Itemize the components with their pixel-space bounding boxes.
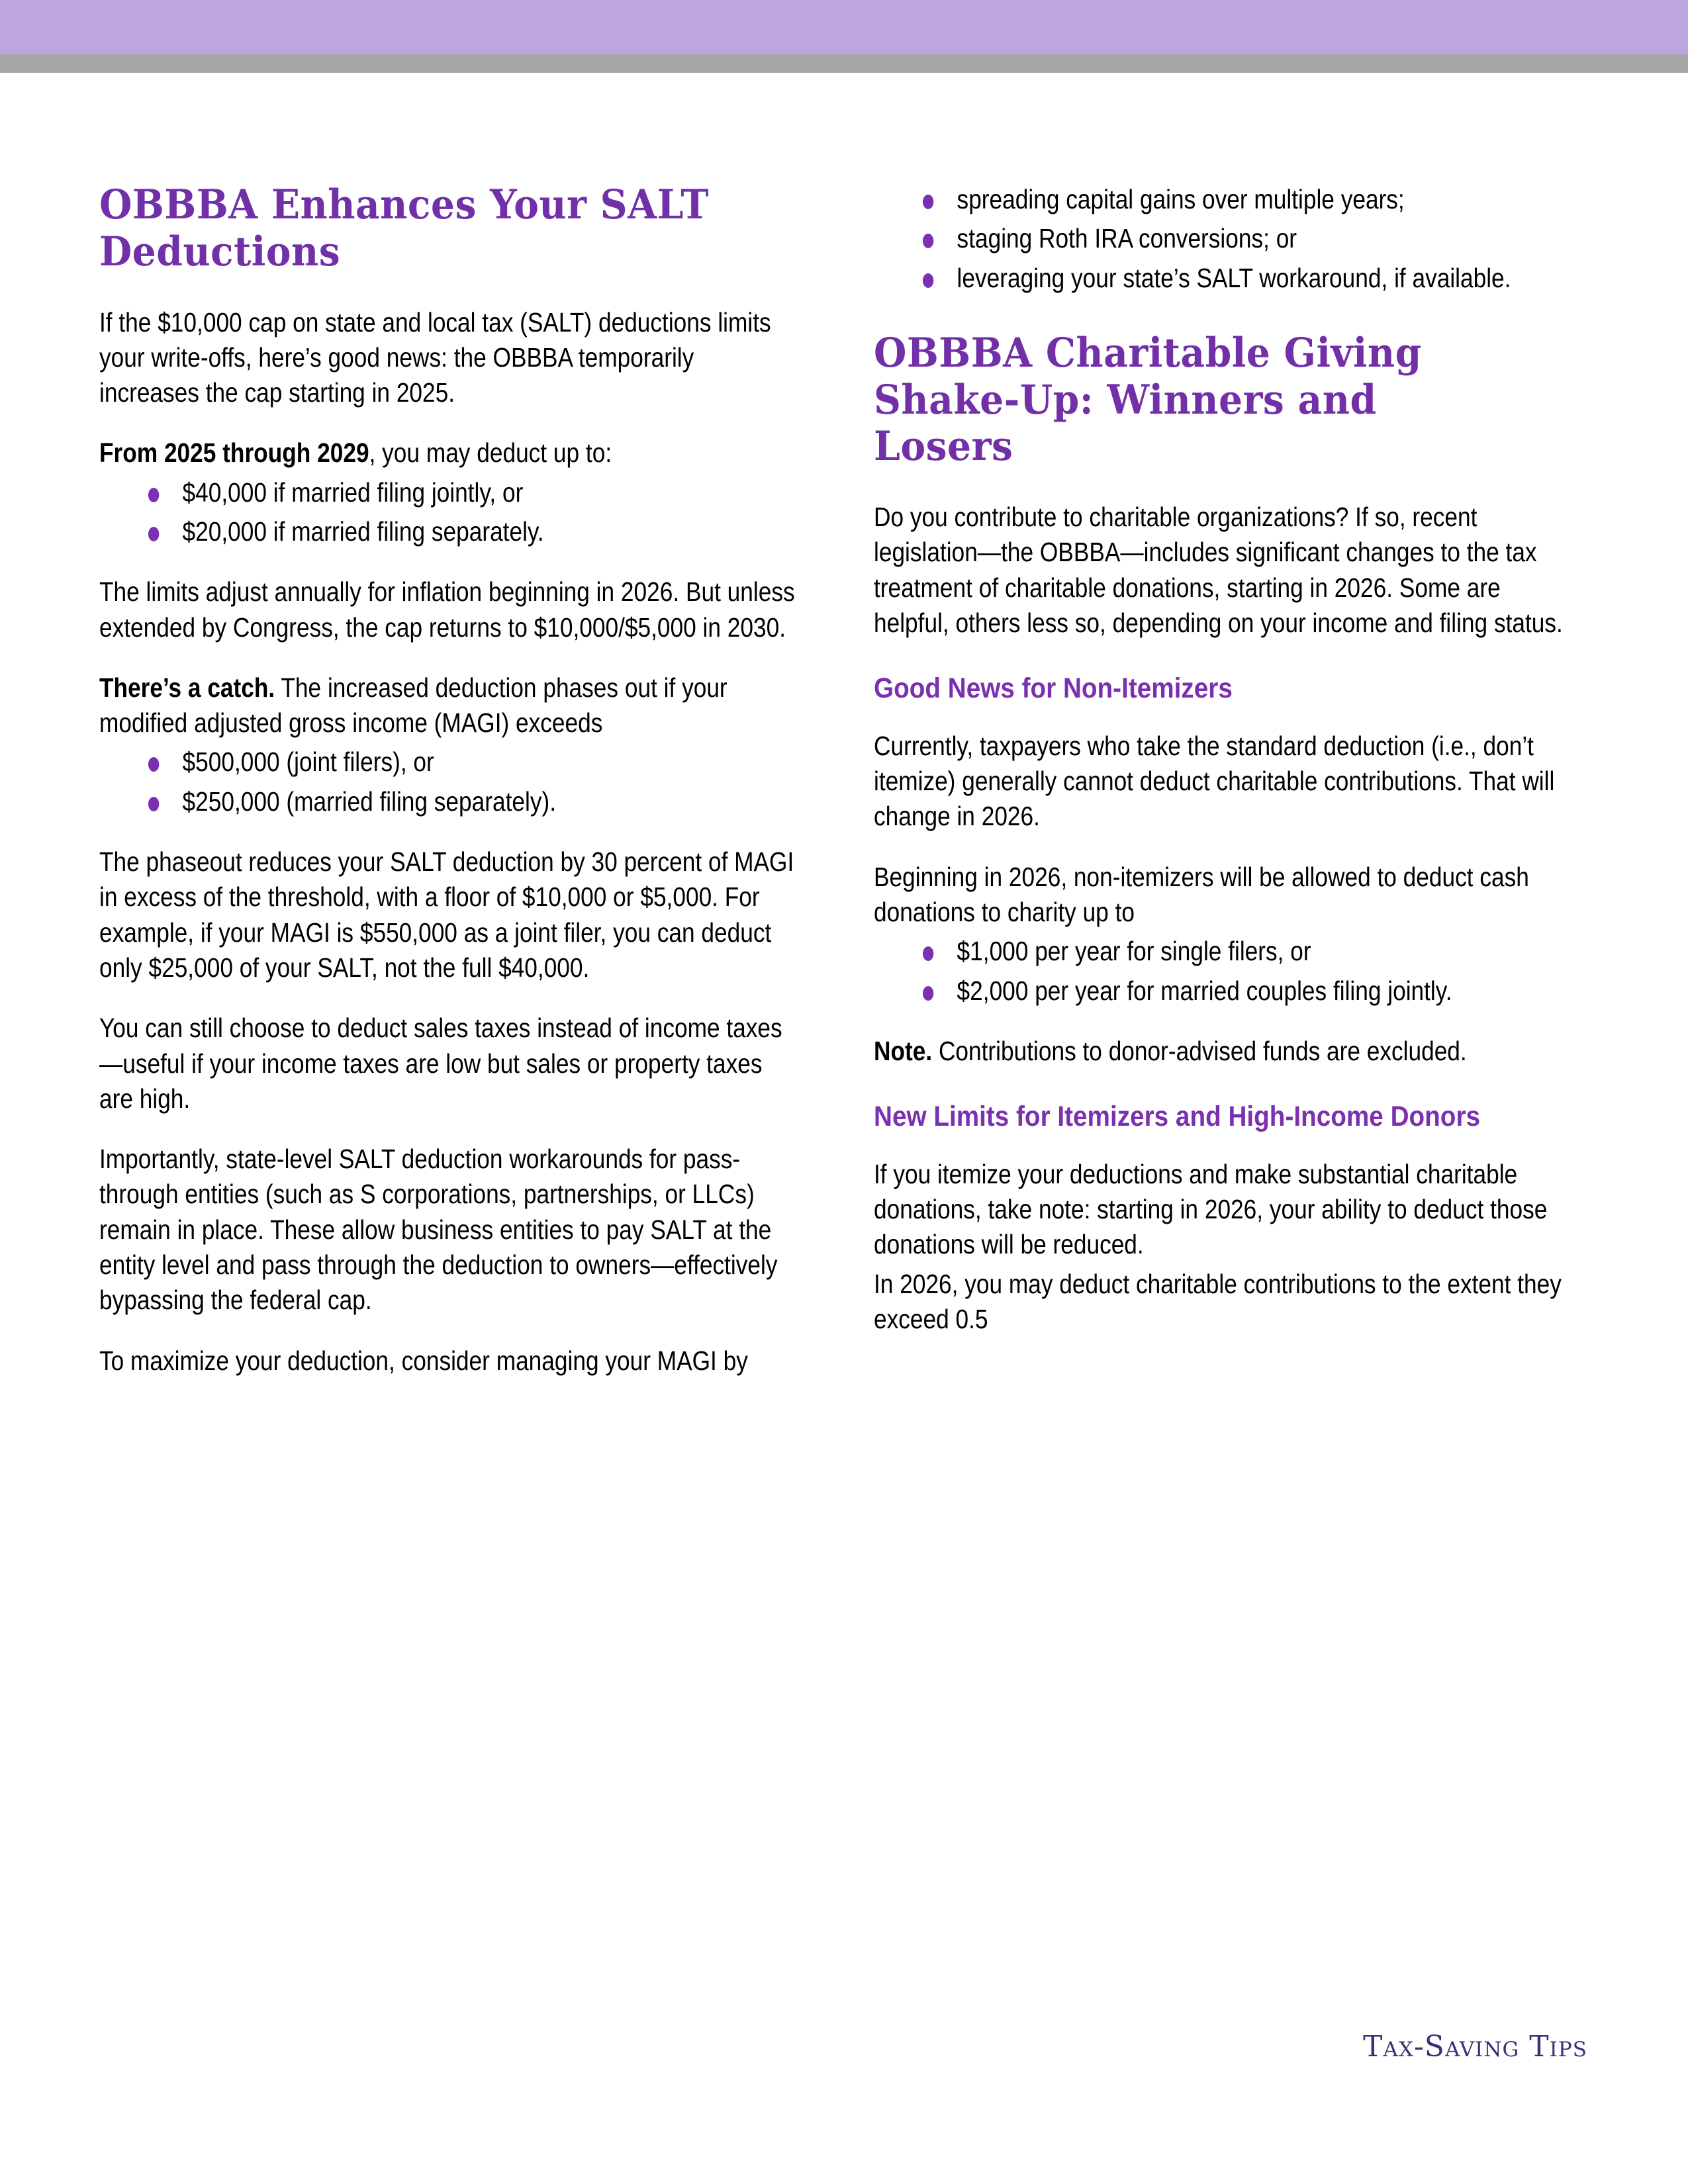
left-column	[99, 182, 801, 1404]
bullet-list-salt-amounts	[99, 475, 846, 550]
purple-band	[0, 0, 1688, 54]
list-item	[921, 182, 1620, 217]
paragraph-passthrough-workarounds: Importantly, state-level SALT deduction workarounds for pass-through entities (such as S corporations, partnerships, or LLCs) remain in place. These allow business entities to pay SALT at the entity level and pass through the deduction to owners—effectively bypassing the federal cap.	[99, 1144, 778, 1316]
decorative-header-bands	[0, 0, 1688, 73]
paragraph-inflation-adjustment: The limits adjust annually for inflation beginning in 2026. But unless extended by Congress, the cap returns to $10,000/$5,000 in 2030.	[99, 576, 795, 643]
list-item-label: $1,000 per year for single filers, or	[957, 936, 1311, 967]
bullet-list-magi-strategies	[874, 182, 1620, 296]
paragraph-charitable-intro: Do you contribute to charitable organizations? If so, recent legislation—the OBBBA—includes significant changes to the tax treatment of charitable donations, starting in 2026. Some are helpful, others less so, depending on your income and filing status.	[874, 502, 1563, 639]
paragraph-standard-deduction: Currently, taxpayers who take the standard deduction (i.e., don’t itemize) generally cannot deduct charitable contributions. That will change in 2026.	[874, 730, 1555, 832]
list-item-label: $2,000 per year for married couples filing jointly.	[957, 975, 1452, 1006]
list-item	[146, 784, 846, 819]
list-item	[921, 974, 1620, 1009]
bullet-dot-icon	[923, 234, 933, 248]
gray-band	[0, 54, 1688, 73]
paragraph-salt-range	[99, 435, 799, 471]
paragraph-catch-rest: The increased deduction phases out if your modified adjusted gross income (MAGI) exceeds	[99, 672, 727, 739]
list-item-label: $20,000 if married filing separately.	[182, 516, 544, 547]
article-title-charitable-giving: OBBBA Charitable Giving Shake-Up: Winners and Losers	[874, 329, 1422, 471]
list-item	[146, 475, 846, 510]
bullet-dot-icon	[923, 946, 933, 961]
bullet-dot-icon	[148, 797, 159, 811]
subheading-good-news-non-itemizers: Good News for Non-Itemizers	[874, 672, 1233, 705]
bullet-dot-icon	[148, 527, 159, 541]
paragraph-donor-advised-note	[874, 1034, 1573, 1069]
two-column-layout	[99, 182, 1589, 1404]
list-item-label: spreading capital gains over multiple years;	[957, 184, 1405, 214]
bullet-dot-icon	[148, 488, 159, 502]
page-content	[0, 73, 1688, 2184]
paragraph-donor-advised-note-rest: Contributions to donor-advised funds are excluded.	[932, 1035, 1467, 1066]
paragraph-beginning-2026: Beginning in 2026, non-itemizers will be allowed to deduct cash donations to charity up to	[874, 861, 1529, 927]
paragraph-catch	[99, 670, 799, 741]
list-item-label: $250,000 (married filing separately).	[182, 786, 557, 817]
list-item-label: leveraging your state’s SALT workaround, if available.	[957, 262, 1511, 293]
paragraph-half-percent-floor: In 2026, you may deduct charitable contributions to the extent they exceed 0.5	[874, 1268, 1562, 1334]
list-item-label: $500,000 (joint filers), or	[182, 747, 434, 778]
bullet-list-magi-thresholds	[99, 745, 846, 819]
bullet-dot-icon	[923, 986, 933, 1001]
right-column	[874, 182, 1575, 1362]
article-title-salt: OBBBA Enhances Your SALT Deductions	[99, 181, 710, 275]
bullet-dot-icon	[923, 273, 933, 288]
paragraph-sales-tax-option: You can still choose to deduct sales taxes instead of income taxes—useful if your income taxes are low but sales or property taxes are high.	[99, 1013, 782, 1114]
paragraph-salt-range-rest: , you may deduct up to:	[369, 437, 612, 469]
bold-lead-theres-a-catch: There’s a catch.	[99, 672, 275, 703]
paragraph-maximize-deduction: To maximize your deduction, consider managing your MAGI by	[99, 1345, 748, 1376]
list-item	[146, 745, 846, 780]
footer-brand: Tax-Saving Tips	[1363, 2030, 1587, 2064]
subheading-new-limits-itemizers: New Limits for Itemizers and High-Income Donors	[874, 1101, 1481, 1133]
paragraph-salt-intro: If the $10,000 cap on state and local tax (SALT) deductions limits your write-offs, here’s good news: the OBBBA temporarily increases the cap starting in 2025.	[99, 306, 771, 408]
list-item	[921, 934, 1620, 969]
paragraph-itemizer-reduction: If you itemize your deductions and make substantial charitable donations, take note: starting in 2026, your ability to deduct those donations will be reduced.	[874, 1158, 1548, 1260]
list-item	[921, 261, 1620, 296]
bullet-dot-icon	[148, 757, 159, 772]
bold-lead-note: Note.	[874, 1035, 933, 1066]
list-item	[146, 514, 846, 549]
list-item	[921, 221, 1620, 256]
bullet-dot-icon	[923, 195, 933, 209]
list-item-label: staging Roth IRA conversions; or	[957, 223, 1297, 254]
paragraph-phaseout-example: The phaseout reduces your SALT deduction by 30 percent of MAGI in excess of the threshold, with a floor of $10,000 or $5,000. For example, if your MAGI is $550,000 as a joint filer, you can deduct only $25,000 of your SALT, not the full $40,000.	[99, 846, 794, 983]
list-item-label: $40,000 if married filing jointly, or	[182, 477, 524, 508]
bullet-list-non-itemizer-limits	[874, 934, 1620, 1009]
bold-lead-from-2025: From 2025 through 2029	[99, 437, 369, 469]
